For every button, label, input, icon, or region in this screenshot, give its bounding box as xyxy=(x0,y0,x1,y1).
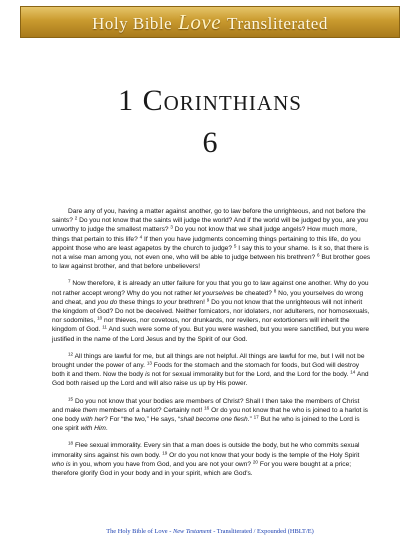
verse-number: 5 xyxy=(233,243,237,249)
verse-text: .” xyxy=(247,416,254,424)
verse-text: All things are lawful for me, but all things are not helpful. All things are lawful for me, but I will not be brought under the power of any. xyxy=(52,352,365,370)
verse-number: 6 xyxy=(317,252,320,258)
verse-number: 17 xyxy=(253,414,259,420)
verse-text: not for sexual immorality but for the Lord, and the Lord for the body. xyxy=(149,371,351,379)
verse-text: No, you yourselves do wrong and cheat, and xyxy=(52,289,364,306)
verse-number: 8 xyxy=(273,288,277,294)
italic-text: is xyxy=(145,371,150,379)
footer-testament: New Testament xyxy=(172,528,212,535)
verse-text: I say this to your shame. Is it so, that there is not a wise man among you, not even one, who will be able to judge between his brethren? xyxy=(52,244,369,262)
verse-number: 14 xyxy=(350,369,356,375)
verse-text: Or do you not know that your body is the temple of the Holy Spirit xyxy=(167,451,360,459)
verse-number: 10 xyxy=(97,315,103,321)
verse-text: And God both raised up the Lord and will also raise us up by His power. xyxy=(52,371,369,388)
chapter-text xyxy=(52,207,372,486)
verse-paragraph xyxy=(52,352,372,389)
verse-text: brethren! xyxy=(176,298,207,306)
verse-number: 13 xyxy=(146,360,152,366)
verse-text: these things xyxy=(117,298,157,306)
verse-text: Foods for the stomach and the stomach for foods, but God will destroy both it and them. Now the body xyxy=(52,362,360,379)
page-footer xyxy=(0,528,420,535)
italic-text: who is xyxy=(52,460,71,468)
verse-number: 20 xyxy=(252,459,258,465)
verse-text: Flee sexual immorality. Every sin that a man does is outside the body, but he who commits sexual immorality sins against his own body. xyxy=(52,442,360,459)
banner-title xyxy=(92,10,328,35)
verse-text: Do you not know that your bodies are members of Christ? Shall I then take the members of Christ and make xyxy=(52,397,360,414)
verse-number: 15 xyxy=(68,396,74,402)
italic-text: with Him xyxy=(80,425,106,433)
verse-text: And such were some of you. But you were washed, but you were sanctified, but you were justified in the name of the Lord Jesus and by the Spirit of our God. xyxy=(52,326,370,343)
banner-title-love: Love xyxy=(178,9,222,34)
verse-number: 9 xyxy=(206,297,210,303)
verse-number: 16 xyxy=(204,405,210,411)
footer-prefix: The Holy Bible of Love - xyxy=(106,528,173,535)
verse-paragraph xyxy=(52,441,372,478)
verse-text: For you were bought at a price; therefore glorify God in your body and in your spirit, which are God's. xyxy=(52,460,352,478)
verse-text: members of a harlot? Certainly not! xyxy=(97,406,205,414)
verse-text: . xyxy=(105,425,108,433)
site-banner xyxy=(20,6,400,38)
book-title: 1 Corinthians xyxy=(118,84,302,117)
verse-text: Do you not know that the unrighteous will not inherit the kingdom of God? Do not be deceived. Neither fornicators, nor idolaters, nor adulterers, nor homosexuals, nor sodomites, xyxy=(52,298,370,325)
italic-text: let yourselves xyxy=(193,289,234,297)
verse-text: Or do you not know that he who is joined to a harlot is one body xyxy=(52,406,368,424)
verse-text: nor thieves, nor covetous, nor drunkards, nor revilers, nor extortioners will inherit the kingdom of God. xyxy=(52,317,350,334)
verse-number: 11 xyxy=(102,324,107,330)
verse-number: 2 xyxy=(74,215,78,221)
verse-number: 19 xyxy=(162,450,168,456)
verse-number: 7 xyxy=(68,278,71,284)
italic-text: with her xyxy=(80,416,105,424)
verse-text: Do you not know that the saints will judge the world? And if the world will be judged by you, are you unworthy to judge the smallest matters? xyxy=(52,217,368,234)
verse-text: But he who is joined to the Lord is one spirit xyxy=(52,416,360,433)
verse-number: 12 xyxy=(68,351,74,357)
verse-text: Now therefore, it is already an utter failure for you that you go to law against one another. Why do you not rather accept wrong? Why do you not rather xyxy=(52,280,369,297)
verse-number: 4 xyxy=(139,234,143,240)
footer-suffix: - Transliterated / Expounded (HBLT/E) xyxy=(211,528,314,535)
italic-text: them xyxy=(82,406,98,414)
verse-text: in you, whom you have from God, and you are not your own? xyxy=(70,460,253,468)
verse-text: Do you not know that we shall judge angels? How much more, things that pertain to this life? xyxy=(52,226,357,243)
verse-paragraph xyxy=(52,279,372,343)
italic-text: you do xyxy=(97,298,118,306)
italic-text: shall become one flesh xyxy=(180,416,248,424)
verse-text: Dare any of you, having a matter against another, go to law before the unrighteous, and not before the saints? xyxy=(52,208,366,225)
italic-text: to your xyxy=(156,298,177,306)
verse-text: be cheated? xyxy=(233,289,274,297)
verse-text: If then you have judgments concerning things pertaining to this life, do you appoint those who are least agapetos by the church to judge? xyxy=(52,235,361,252)
verse-number: 18 xyxy=(68,440,74,446)
verse-paragraph xyxy=(52,207,372,271)
verse-text: But brother goes to law against brother, and that before unbelievers! xyxy=(52,254,371,271)
verse-number: 3 xyxy=(170,224,173,230)
banner-title-part1: Holy Bible xyxy=(92,13,173,33)
banner-title-part3: Transliterated xyxy=(227,13,328,33)
verse-paragraph xyxy=(52,397,372,434)
chapter-number: 6 xyxy=(202,126,218,159)
verse-text: ? For “the two,” He says, “ xyxy=(104,416,181,424)
